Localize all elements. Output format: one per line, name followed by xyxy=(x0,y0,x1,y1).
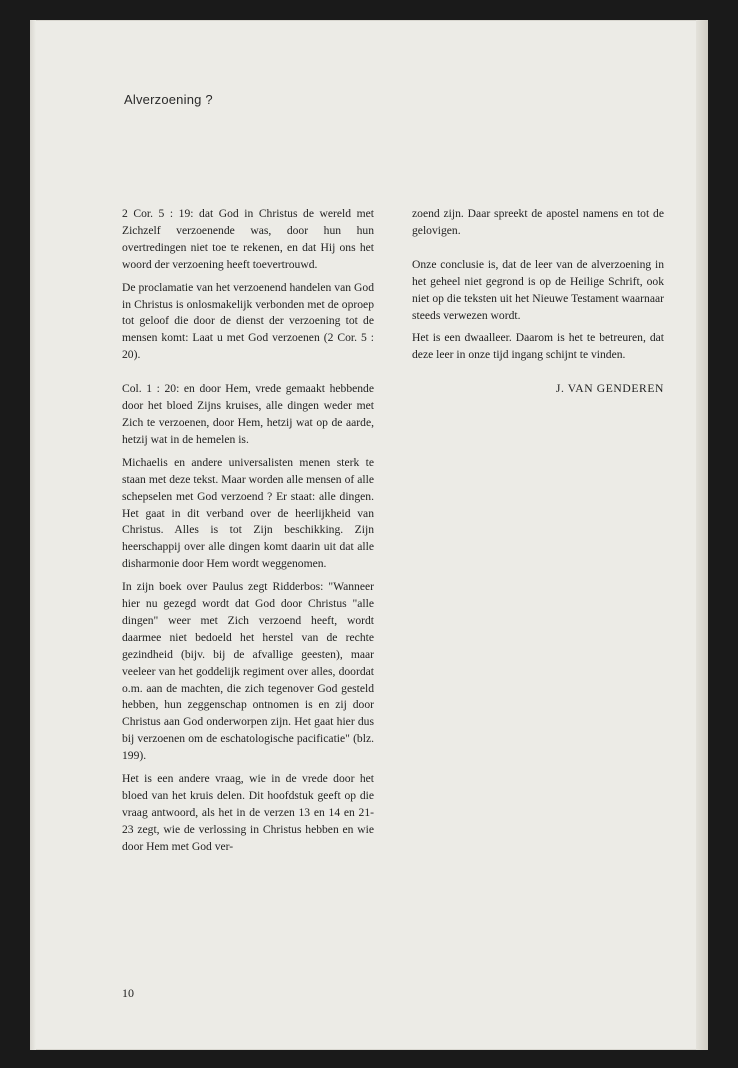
paragraph-dwaalleer: Het is een dwaalleer. Daarom is het te betreuren, dat deze leer in onze tijd ingang schijnt te vinden. xyxy=(412,331,664,362)
paragraph-conclusie: Onze conclusie is, dat de leer van de alverzoening in het geheel niet gegrond is op de Heilige Schrift, ook niet op die teksten uit het Nieuwe Testament waarnaar steeds verwezen wordt. xyxy=(412,257,664,322)
paragraph-michaelis: Michaelis en andere universalisten menen sterk te staan met deze tekst. Maar worden alle mensen of alle schepselen met God verzoend ? Er staat: alle dingen. Het gaat in dit verband over de heerlijkheid van Christus. Alles is tot Zijn beschikking. Zijn heerschappij over alle dingen komt daarin uit dat alle disharmonie door Hem wordt weggenomen. xyxy=(122,455,374,571)
paragraph-proclamatie: De proclamatie van het verzoenend handelen van God in Christus is onlosmakelijk verbonden met de oproep tot geloof die door de dienst der verzoening tot de mensen komt: Laat u met God verzoenen (2 Cor. 5 : 20). xyxy=(122,280,374,362)
left-column xyxy=(122,206,374,873)
right-column xyxy=(412,206,664,398)
paragraph-2-cor: 2 Cor. 5 : 19: dat God in Christus de wereld met Zichzelf verzoenende was, door hun hun overtredingen niet toe te rekenen, en dat Hij ons het woord der verzoening heeft toevertrouwd. xyxy=(122,207,374,271)
paragraph-andere-vraag: Het is een andere vraag, wie in de vrede door het bloed van het kruis delen. Dit hoofdstuk geeft op die vraag antwoord, als het in de verzen 13 en 14 en 21-23 zegt, wie de verlossing in Christus hebben en wie door Hem met God ver- xyxy=(122,772,374,853)
paragraph-ridderbos: In zijn boek over Paulus zegt Ridderbos: "Wanneer hier nu gezegd wordt dat God door Christus "alle dingen" weer met Zich verzoend heeft, wordt daarmee niet bedoeld het herstel van de rechte gezindheid (bijv. bij de afvallige geesten), maar veeleer van het goddelijk regiment over alles, doordat o.m. aan de machten, die zich tegenover God gesteld hebben, hun zeggenschap ontnomen is en zij door Christus aan God onderworpen zijn. Het gaat hier dus bij verzoenen om de eschatologische pacificatie" (blz. 199). xyxy=(122,580,374,763)
author-signature: J. VAN GENDEREN xyxy=(555,382,664,396)
paper-binding-edge xyxy=(696,20,708,1050)
paragraph-zoend: zoend zijn. Daar spreekt de apostel namens en tot de gelovigen. xyxy=(412,207,664,237)
paragraph-col: Col. 1 : 20: en door Hem, vrede gemaakt hebbende door het bloed Zijns kruises, alle dingen weder met Zich te verzoenen, door Hem, hetzij wat op de aarde, hetzij wat in de hemelen is. xyxy=(122,382,374,446)
page-header: Alverzoening ? xyxy=(124,92,213,107)
page-number: 10 xyxy=(122,986,134,1000)
paper-left-edge xyxy=(30,20,36,1050)
